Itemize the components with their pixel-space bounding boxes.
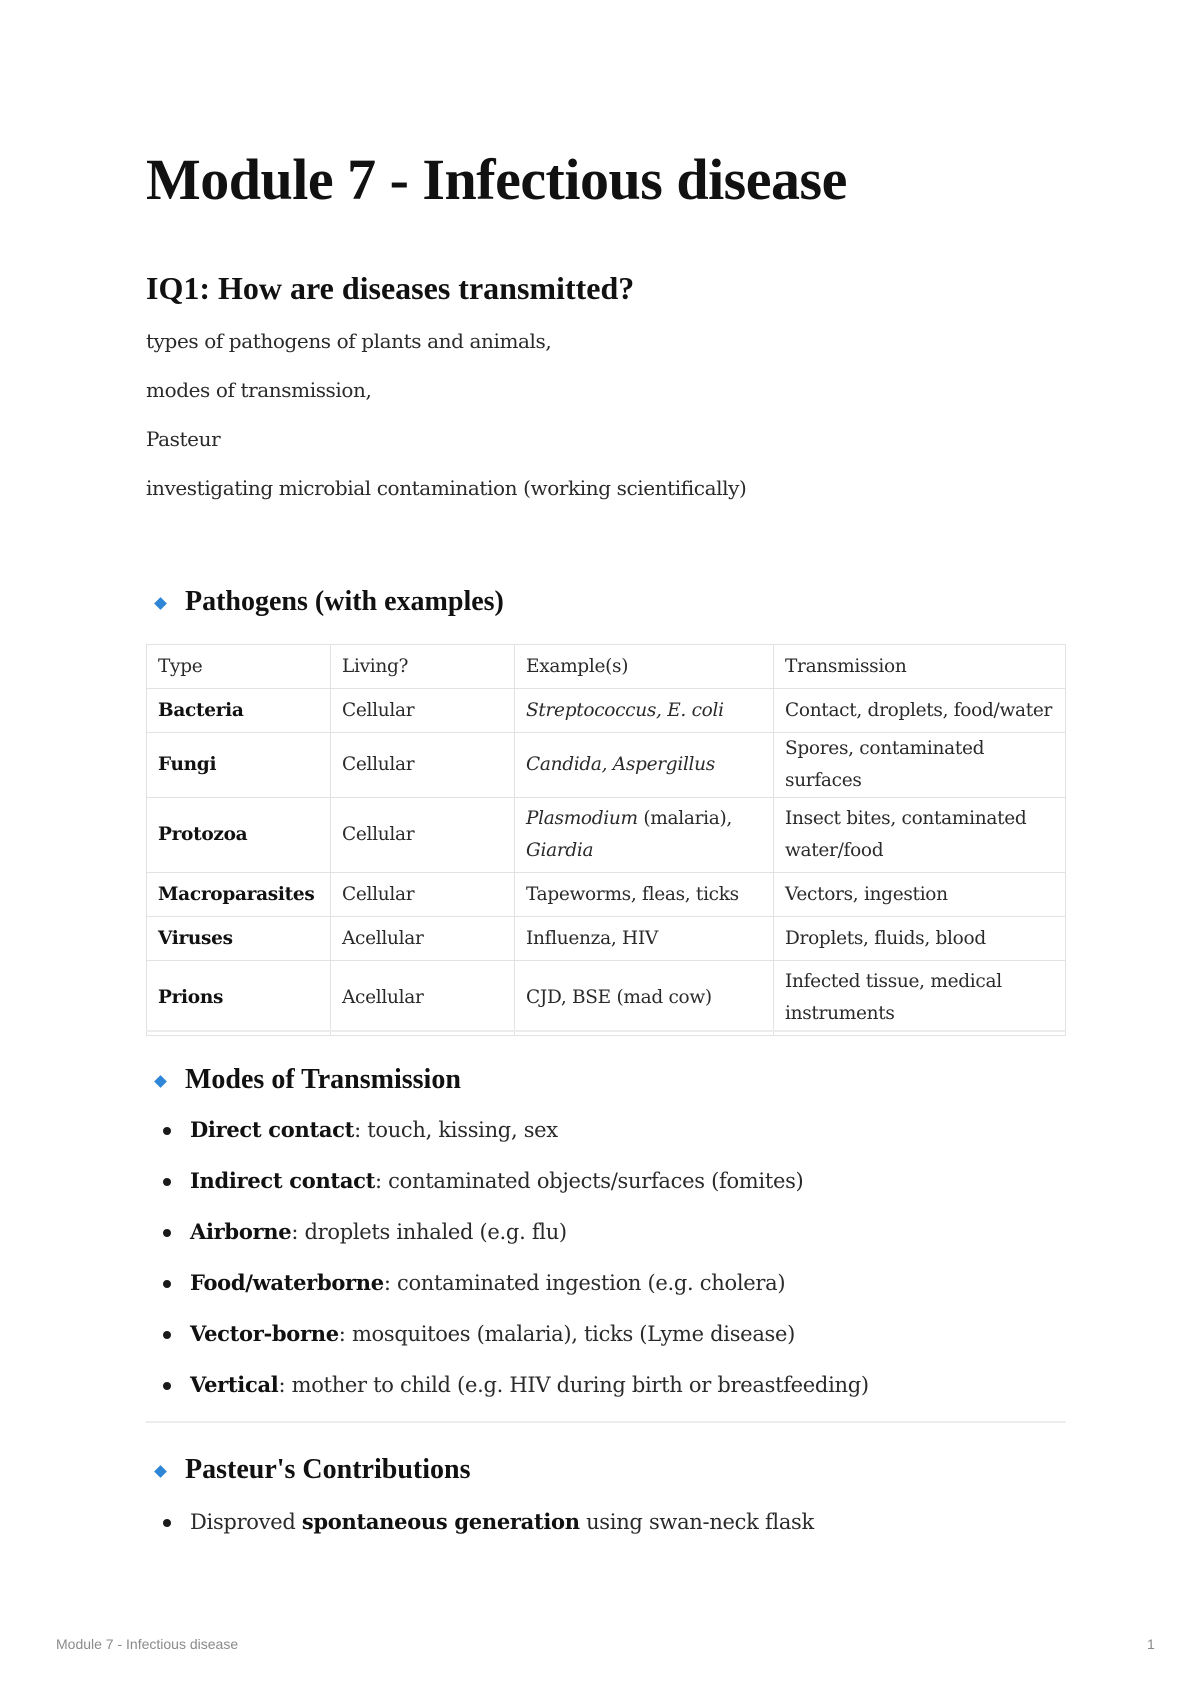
example-species: Plasmodium: [526, 808, 638, 829]
cell-type: Prions: [147, 961, 331, 1036]
cell-examples: [515, 733, 774, 798]
table-row: [147, 798, 1066, 873]
example-text: Tapeworms, fleas, ticks: [526, 883, 739, 905]
cell-type: Protozoa: [147, 798, 331, 873]
pasteur-heading-text: Pasteur's Contributions: [185, 1454, 471, 1485]
list-item: [146, 1269, 869, 1320]
cell-transmission: Vectors, ingestion: [774, 873, 1066, 917]
table-header-row: [147, 645, 1066, 689]
list-item-term: Airborne: [190, 1219, 292, 1244]
transmission-heading: [156, 1064, 461, 1096]
footer-title: Module 7 - Infectious disease: [56, 1636, 239, 1652]
cell-living: Cellular: [331, 798, 515, 873]
section-divider: [146, 1421, 1066, 1423]
list-item-text: Disproved: [190, 1510, 302, 1534]
column-header: Example(s): [515, 645, 774, 689]
cell-examples: [515, 917, 774, 961]
list-item: [146, 1371, 869, 1422]
list-item-desc: : contaminated ingestion (e.g. cholera): [383, 1271, 786, 1295]
list-item-term: Food/waterborne: [190, 1270, 384, 1295]
cell-transmission: Spores, contaminated surfaces: [774, 733, 1066, 798]
cell-examples: [515, 798, 774, 873]
pathogens-heading: [156, 586, 504, 618]
cell-type: Fungi: [147, 733, 331, 798]
page-number: 1: [1147, 1636, 1155, 1652]
example-text: (malaria),: [637, 808, 733, 829]
intro-line: investigating microbial contamination (working scientifically): [146, 476, 747, 500]
list-item-term: Indirect contact: [190, 1168, 376, 1193]
column-header: Type: [147, 645, 331, 689]
table-row: [147, 689, 1066, 733]
cell-living: Acellular: [331, 917, 515, 961]
cell-transmission: Insect bites, contaminated water/food: [774, 798, 1066, 873]
cell-transmission: Contact, droplets, food/water: [774, 689, 1066, 733]
cell-examples: [515, 689, 774, 733]
list-item-desc: : contaminated objects/surfaces (fomites): [375, 1169, 804, 1193]
cell-type: Bacteria: [147, 689, 331, 733]
diamond-bullet-icon: [154, 1465, 167, 1478]
table-row: [147, 961, 1066, 1036]
example-species: Giardia: [526, 840, 594, 861]
cell-living: Cellular: [331, 873, 515, 917]
cell-living: Acellular: [331, 961, 515, 1036]
section-divider: [146, 1030, 1066, 1032]
intro-line: Pasteur: [146, 427, 221, 451]
cell-transmission: Infected tissue, medical instruments: [774, 961, 1066, 1036]
list-item-desc: : mother to child (e.g. HIV during birth or breastfeeding): [278, 1373, 869, 1397]
list-item: [146, 1167, 869, 1218]
transmission-heading-text: Modes of Transmission: [185, 1064, 461, 1095]
list-item-desc: : droplets inhaled (e.g. flu): [291, 1220, 567, 1244]
intro-line: types of pathogens of plants and animals,: [146, 329, 552, 353]
cell-type: Viruses: [147, 917, 331, 961]
table-row: [147, 873, 1066, 917]
diamond-bullet-icon: [154, 1075, 167, 1088]
cell-living: Cellular: [331, 733, 515, 798]
cell-examples: [515, 961, 774, 1036]
example-text: Influenza, HIV: [526, 927, 658, 949]
page-title: Module 7 - Infectious disease: [146, 147, 847, 212]
list-item-text: using swan-neck flask: [579, 1510, 814, 1534]
section-heading: IQ1: How are diseases transmitted?: [146, 270, 635, 306]
table-row: [147, 917, 1066, 961]
list-item: [146, 1116, 869, 1167]
cell-type: Macroparasites: [147, 873, 331, 917]
cell-transmission: Droplets, fluids, blood: [774, 917, 1066, 961]
column-header: Living?: [331, 645, 515, 689]
table-row: [147, 733, 1066, 798]
list-item-term: Vertical: [190, 1372, 279, 1397]
example-species: Streptococcus, E. coli: [526, 699, 724, 721]
list-item: [146, 1508, 814, 1559]
diamond-bullet-icon: [154, 597, 167, 610]
pasteur-list: [146, 1508, 814, 1559]
list-item-term: Direct contact: [190, 1117, 355, 1142]
transmission-list: [146, 1116, 869, 1422]
list-item: [146, 1218, 869, 1269]
list-item-desc: : mosquitoes (malaria), ticks (Lyme disease): [338, 1322, 796, 1346]
column-header: Transmission: [774, 645, 1066, 689]
list-item-desc: : touch, kissing, sex: [354, 1118, 558, 1142]
list-item-term: spontaneous generation: [301, 1509, 580, 1534]
pasteur-heading: [156, 1454, 470, 1486]
cell-living: Cellular: [331, 689, 515, 733]
pathogens-table: [146, 644, 1066, 1036]
example-species: Candida, Aspergillus: [526, 754, 715, 775]
pathogens-heading-text: Pathogens (with examples): [185, 586, 504, 617]
cell-examples: [515, 873, 774, 917]
list-item: [146, 1320, 869, 1371]
list-item-term: Vector-borne: [190, 1321, 339, 1346]
intro-line: modes of transmission,: [146, 378, 372, 402]
example-text: CJD, BSE (mad cow): [526, 987, 712, 1008]
